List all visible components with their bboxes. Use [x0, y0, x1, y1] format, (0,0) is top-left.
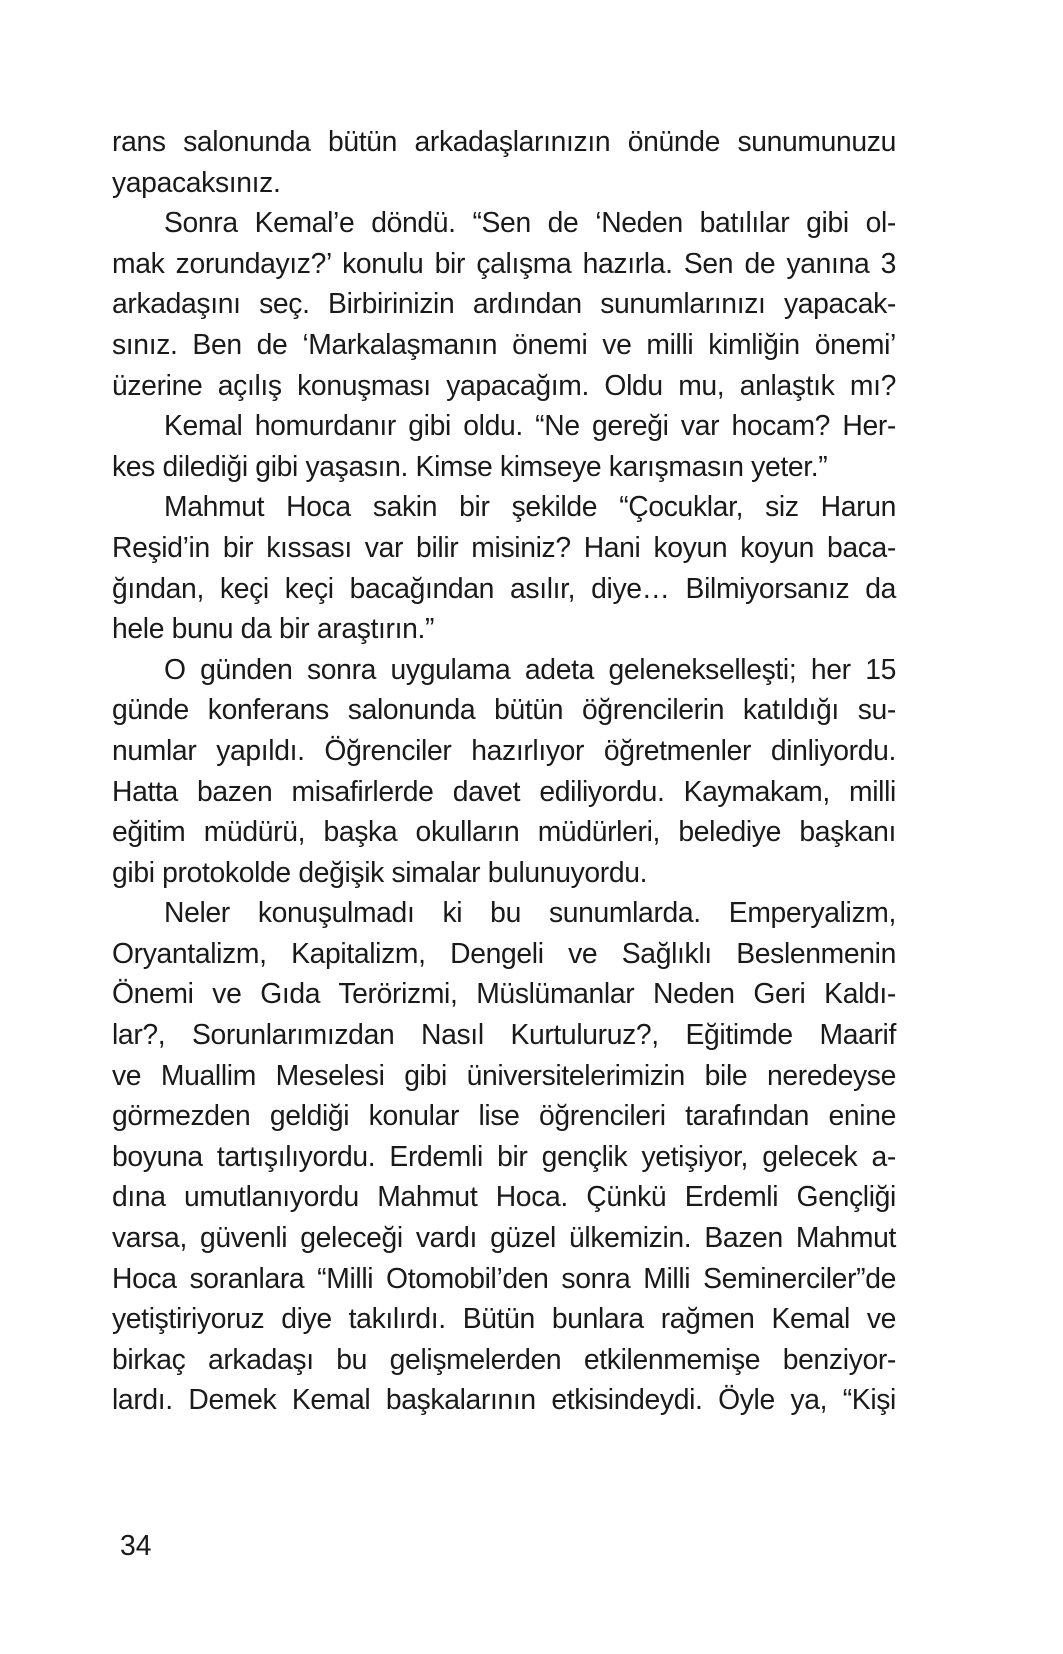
text-line: Hatta bazen misafirlerde davet ediliyordu. Kaymakam, milli [112, 774, 896, 807]
text-line: arkadaşını seç. Birbirinizin ardından sunumlarınızı yapacak- [112, 287, 896, 320]
text-line: kes dilediği gibi yaşasın. Kimse kimseye karışmasın yeter.” [112, 449, 828, 482]
text-line: Mahmut Hoca sakin bir şekilde “Çocuklar, siz Harun [164, 490, 896, 523]
text-line: görmezden geldiği konular lise öğrencileri tarafından enine [112, 1099, 896, 1132]
body-text [112, 121, 896, 1420]
text-line: sınız. Ben de ‘Markalaşmanın önemi ve milli kimliğin önemi’ [112, 327, 896, 360]
text-line: dına umutlanıyordu Mahmut Hoca. Çünkü Erdemli Gençliği [112, 1180, 896, 1213]
text-line: varsa, güvenli geleceği vardı güzel ülkemizin. Bazen Mahmut [112, 1221, 896, 1254]
text-line: O günden sonra uygulama adeta gelenekselleşti; her 15 [164, 652, 896, 685]
text-line: Hoca soranlara “Milli Otomobil’den sonra Milli Seminerciler”de [112, 1261, 896, 1294]
text-line: yapacaksınız. [112, 165, 281, 198]
text-line: hele bunu da bir araştırın.” [112, 612, 435, 645]
text-line: birkaç arkadaşı bu gelişmelerden etkilenmemişe benziyor- [112, 1342, 896, 1375]
text-line: Reşid’in bir kıssası var bilir misiniz? Hani koyun koyun baca- [112, 530, 896, 563]
text-line: boyuna tartışılıyordu. Erdemli bir gençlik yetişiyor, gelecek a- [112, 1139, 896, 1172]
text-line: rans salonunda bütün arkadaşlarınızın önünde sunumunuzu [112, 125, 896, 157]
text-line: ğından, keçi keçi bacağından asılır, diye… Bilmiyorsanız da [112, 571, 896, 604]
text-line: Kemal homurdanır gibi oldu. “Ne gereği var hocam? Her- [164, 409, 896, 442]
text-line: gibi protokolde değişik simalar bulunuyordu. [112, 855, 648, 888]
text-line: lar?, Sorunlarımızdan Nasıl Kurtuluruz?, Eğitimde Maarif [112, 1018, 896, 1051]
text-line: ve Muallim Meselesi gibi üniversitelerimizin bile neredeyse [112, 1058, 896, 1091]
text-line: eğitim müdürü, başka okulların müdürleri, belediye başkanı [112, 815, 896, 848]
text-line: Oryantalizm, Kapitalizm, Dengeli ve Sağlıklı Beslenmenin [112, 936, 896, 969]
text-line: günde konferans salonunda bütün öğrencilerin katıldığı su- [112, 693, 896, 726]
page-number: 34 [120, 1529, 152, 1561]
text-line: Önemi ve Gıda Terörizmi, Müslümanlar Neden Geri Kaldı- [112, 977, 896, 1010]
text-line: Neler konuşulmadı ki bu sunumlarda. Emperyalizm, [164, 896, 896, 929]
text-line: üzerine açılış konuşması yapacağım. Oldu mu, anlaştık mı? [112, 368, 896, 401]
text-line: lardı. Demek Kemal başkalarının etkisindeydi. Öyle ya, “Kişi [112, 1383, 896, 1416]
text-line: yetiştiriyoruz diye takılırdı. Bütün bunlara rağmen Kemal ve [112, 1302, 896, 1335]
text-line: Sonra Kemal’e döndü. “Sen de ‘Neden batılılar gibi ol- [164, 206, 896, 239]
text-line: numlar yapıldı. Öğrenciler hazırlıyor öğretmenler dinliyordu. [112, 733, 896, 766]
text-line: mak zorundayız?’ konulu bir çalışma hazırla. Sen de yanına 3 [112, 246, 896, 279]
